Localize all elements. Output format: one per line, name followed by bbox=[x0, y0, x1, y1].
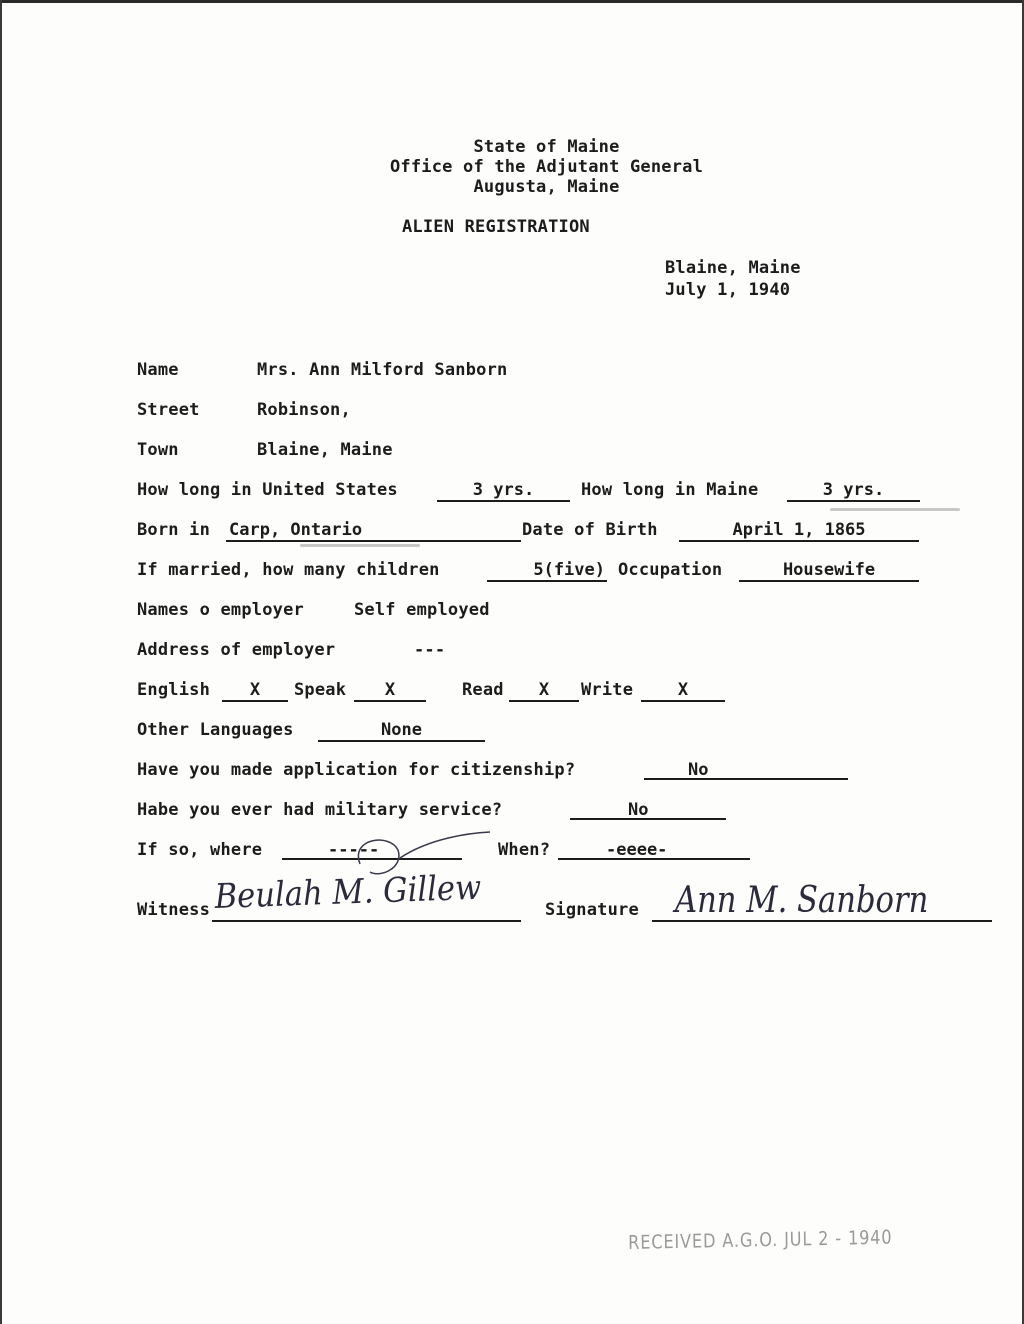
children-label: If married, how many children bbox=[137, 560, 440, 580]
witness-label: Witness bbox=[137, 900, 211, 920]
born-value: Carp, Ontario bbox=[226, 520, 521, 542]
ink-smudge bbox=[830, 508, 960, 511]
header-city: Augusta, Maine bbox=[473, 177, 620, 197]
citizenship-value: No bbox=[644, 760, 848, 780]
town-label: Town bbox=[137, 440, 179, 460]
occupation-value: Housewife bbox=[739, 560, 919, 582]
name-value: Mrs. Ann Milford Sanborn bbox=[257, 360, 508, 380]
military-label: Habe you ever had military service? bbox=[137, 800, 503, 820]
english-label: English bbox=[137, 680, 211, 700]
dob-label: Date of Birth bbox=[522, 520, 658, 540]
when-value: -eeee- bbox=[558, 840, 750, 860]
signature-label: Signature bbox=[545, 900, 639, 920]
read-value: X bbox=[509, 680, 579, 702]
employer-address-label: Address of employer bbox=[137, 640, 336, 660]
dob-value: April 1, 1865 bbox=[679, 520, 919, 542]
us-duration-value: 3 yrs. bbox=[437, 480, 570, 502]
applicant-signature: Ann M. Sanborn bbox=[675, 880, 929, 921]
dateline-date: July 1, 1940 bbox=[665, 280, 791, 300]
speak-label: Speak bbox=[294, 680, 347, 700]
employer-label: Names o employer bbox=[137, 600, 304, 620]
other-languages-value: None bbox=[318, 720, 485, 742]
street-value: Robinson, bbox=[257, 400, 351, 420]
born-label: Born in bbox=[137, 520, 211, 540]
english-value: X bbox=[222, 680, 288, 702]
military-value: No bbox=[570, 800, 726, 820]
citizenship-label: Have you made application for citizenship? bbox=[137, 760, 576, 780]
children-value: 5(five) bbox=[487, 560, 607, 582]
ink-smudge bbox=[300, 544, 420, 547]
dateline-place: Blaine, Maine bbox=[665, 258, 801, 278]
read-label: Read bbox=[462, 680, 504, 700]
town-value: Blaine, Maine bbox=[257, 440, 393, 460]
street-label: Street bbox=[137, 400, 200, 420]
when-label: When? bbox=[498, 840, 551, 860]
received-stamp: RECEIVED A.G.O. JUL 2 - 1940 bbox=[628, 1226, 893, 1254]
scan-edge bbox=[0, 0, 2, 1324]
where-label: If so, where bbox=[137, 840, 263, 860]
where-value: ----- bbox=[282, 840, 462, 860]
us-duration-label: How long in United States bbox=[137, 480, 398, 500]
employer-address-value: --- bbox=[414, 640, 446, 660]
header-state: State of Maine bbox=[473, 137, 620, 157]
maine-duration-label: How long in Maine bbox=[581, 480, 759, 500]
form-title: ALIEN REGISTRATION bbox=[402, 217, 590, 237]
header-office: Office of the Adjutant General bbox=[389, 157, 704, 177]
write-label: Write bbox=[581, 680, 634, 700]
other-languages-label: Other Languages bbox=[137, 720, 294, 740]
occupation-label: Occupation bbox=[618, 560, 723, 580]
scan-edge bbox=[0, 0, 1024, 3]
maine-duration-value: 3 yrs. bbox=[787, 480, 920, 502]
employer-value: Self employed bbox=[354, 600, 490, 620]
speak-value: X bbox=[354, 680, 426, 702]
write-value: X bbox=[641, 680, 725, 702]
name-label: Name bbox=[137, 360, 179, 380]
witness-signature: Beulah M. Gillew bbox=[214, 867, 482, 917]
